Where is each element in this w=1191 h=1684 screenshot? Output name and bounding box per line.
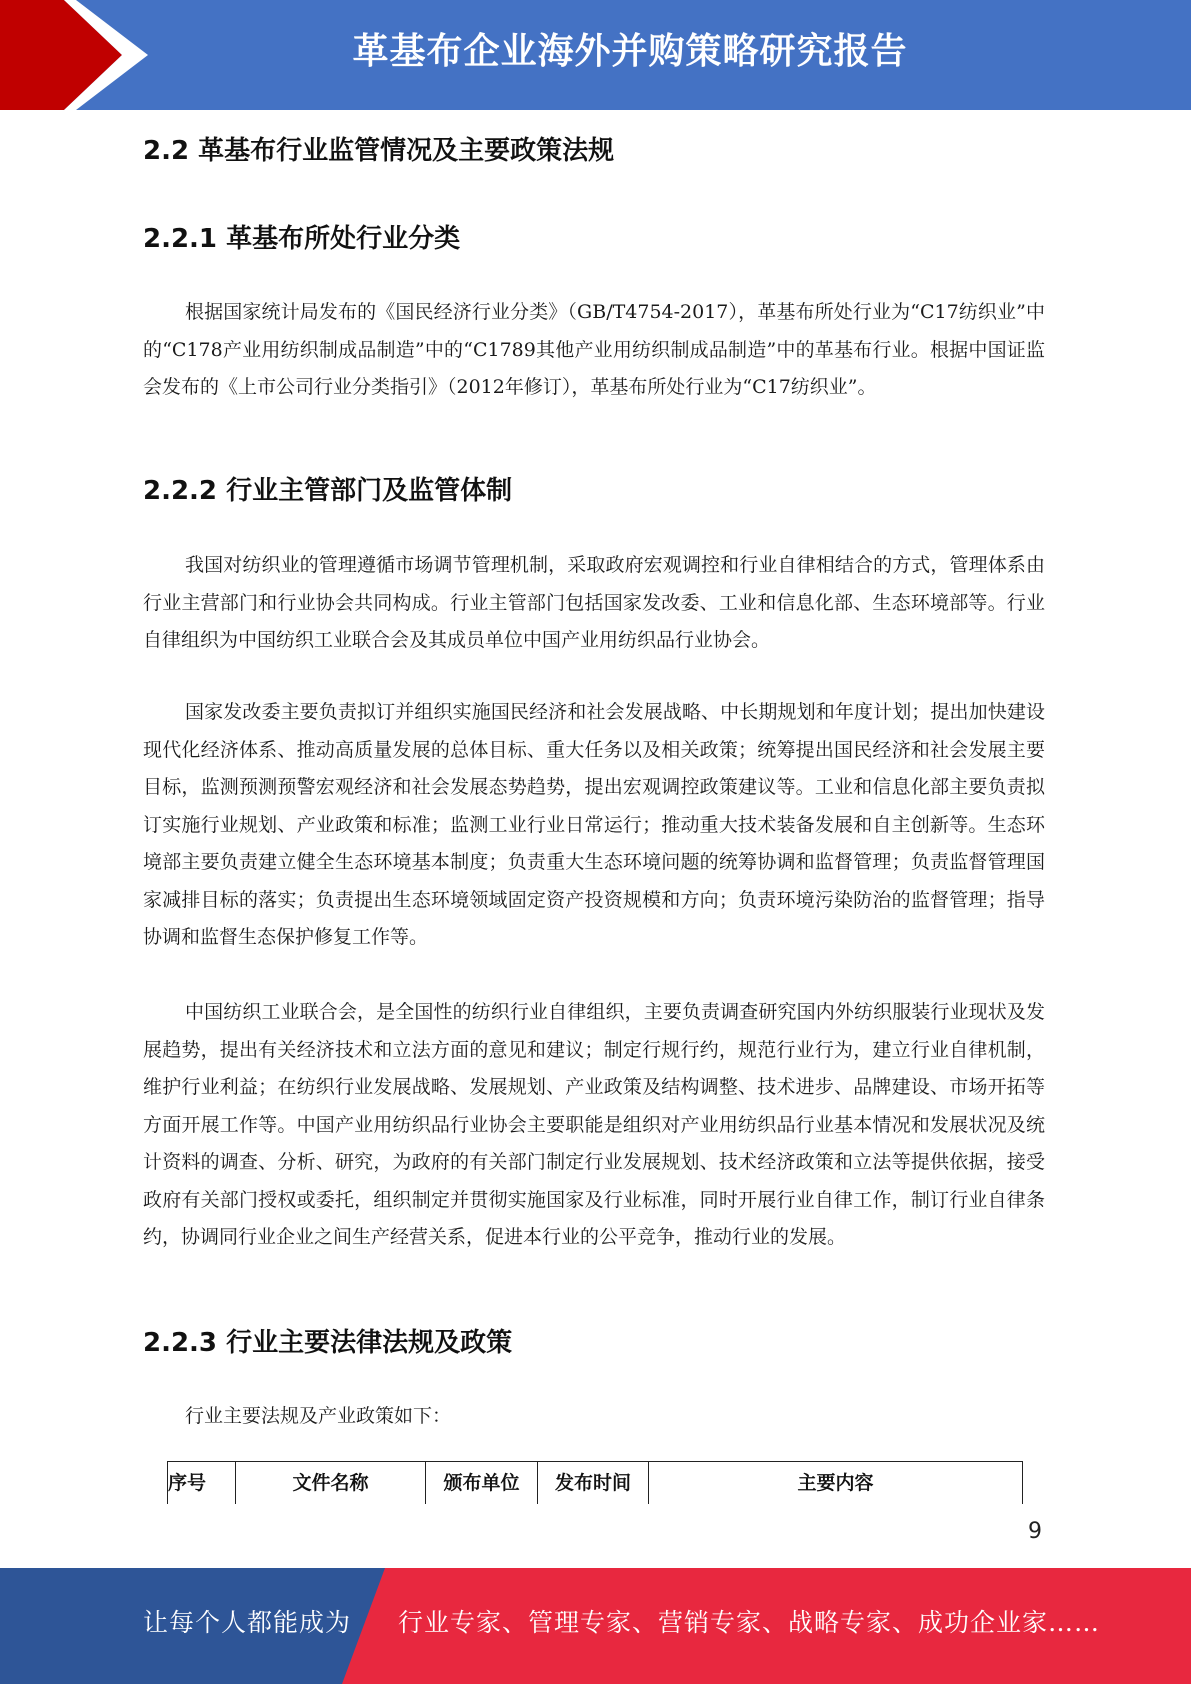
subsection-heading-2-2-3: 2.2.3 行业主要法律法规及政策 xyxy=(143,1328,513,1358)
page-header xyxy=(0,0,1191,110)
section-heading: 2.2 革基布行业监管情况及主要政策法规 xyxy=(143,136,615,166)
table-header-cell: 颁布单位 xyxy=(426,1462,538,1504)
subsection-heading-2-2-1: 2.2.1 革基布所处行业分类 xyxy=(143,224,461,254)
page-footer xyxy=(0,1568,1191,1684)
table-header-cell: 文件名称 xyxy=(236,1462,426,1504)
report-title: 革基布企业海外并购策略研究报告 xyxy=(352,31,908,72)
footer-slogan-left: 让每个人都能成为 xyxy=(143,1608,352,1637)
paragraph-policy-intro: 行业主要法规及产业政策如下： xyxy=(185,1405,452,1427)
paragraph-industry-associations: 中国纺织工业联合会，是全国性的纺织行业自律组织，主要负责调查研究国内外纺织服装行业现状及发展趋势，提出有关经济技术和立法方面的意见和建议；制定行规行约，规范行业行为，建立行业自律机制，维护行业利益；在纺织行业发展战略、发展规划、产业政策及结构调整、技术进步、品牌建设、市场开拓等方面开展工作等。中国产业用纺织品行业协会主要职能是组织对产业用纺织品行业基本情况和发展状况及统计资料的调查、分析、研究，为政府的有关部门制定行业发展规划、技术经济政策和立法等提供依据，接受政府有关部门授权或委托，组织制定并贯彻实施国家及行业标准，同时开展行业自律工作，制订行业自律条约，协调同行业企业之间生产经营关系，促进本行业的公平竞争，推动行业的发展。 xyxy=(143,1001,1045,1248)
page-number: 9 xyxy=(1028,1519,1042,1544)
paragraph-regulatory-system: 我国对纺织业的管理遵循市场调节管理机制，采取政府宏观调控和行业自律相结合的方式，管理体系由行业主营部门和行业协会共同构成。行业主管部门包括国家发改委、工业和信息化部、生态环境部等。行业自律组织为中国纺织工业联合会及其成员单位中国产业用纺织品行业协会。 xyxy=(143,554,1045,651)
paragraph-government-departments: 国家发改委主要负责拟订并组织实施国民经济和社会发展战略、中长期规划和年度计划；提出加快建设现代化经济体系、推动高质量发展的总体目标、重大任务以及相关政策；统筹提出国民经济和社会发展主要目标，监测预测预警宏观经济和社会发展态势趋势，提出宏观调控政策建议等。工业和信息化部主要负责拟订实施行业规划、产业政策和标准；监测工业行业日常运行；推动重大技术装备发展和自主创新等。生态环境部主要负责建立健全生态环境基本制度；负责重大生态环境问题的统筹协调和监督管理；负责监督管理国家减排目标的落实；负责提出生态环境领域固定资产投资规模和方向；负责环境污染防治的监督管理；指导协调和监督生态保护修复工作等。 xyxy=(143,701,1045,948)
table-header-cell: 发布时间 xyxy=(538,1462,649,1504)
subsection-heading-2-2-2: 2.2.2 行业主管部门及监管体制 xyxy=(143,476,513,506)
paragraph-industry-classification: 根据国家统计局发布的《国民经济行业分类》（GB/T4754-2017），革基布所处行业为“C17纺织业”中的“C178产业用纺织制成品制造”中的“C1789其他产业用纺织制成品制造”中的革基布行业。根据中国证监会发布的《上市公司行业分类指引》（2012年修订），革基布所处行业为“C17纺织业”。 xyxy=(143,301,1045,398)
table-header-cell: 主要内容 xyxy=(797,1472,874,1494)
table-header-cell: 序号 xyxy=(168,1462,236,1504)
policy-table xyxy=(167,1461,1023,1504)
footer-slogan-right: 行业专家、管理专家、营销专家、战略专家、成功企业家…… xyxy=(398,1608,1101,1637)
